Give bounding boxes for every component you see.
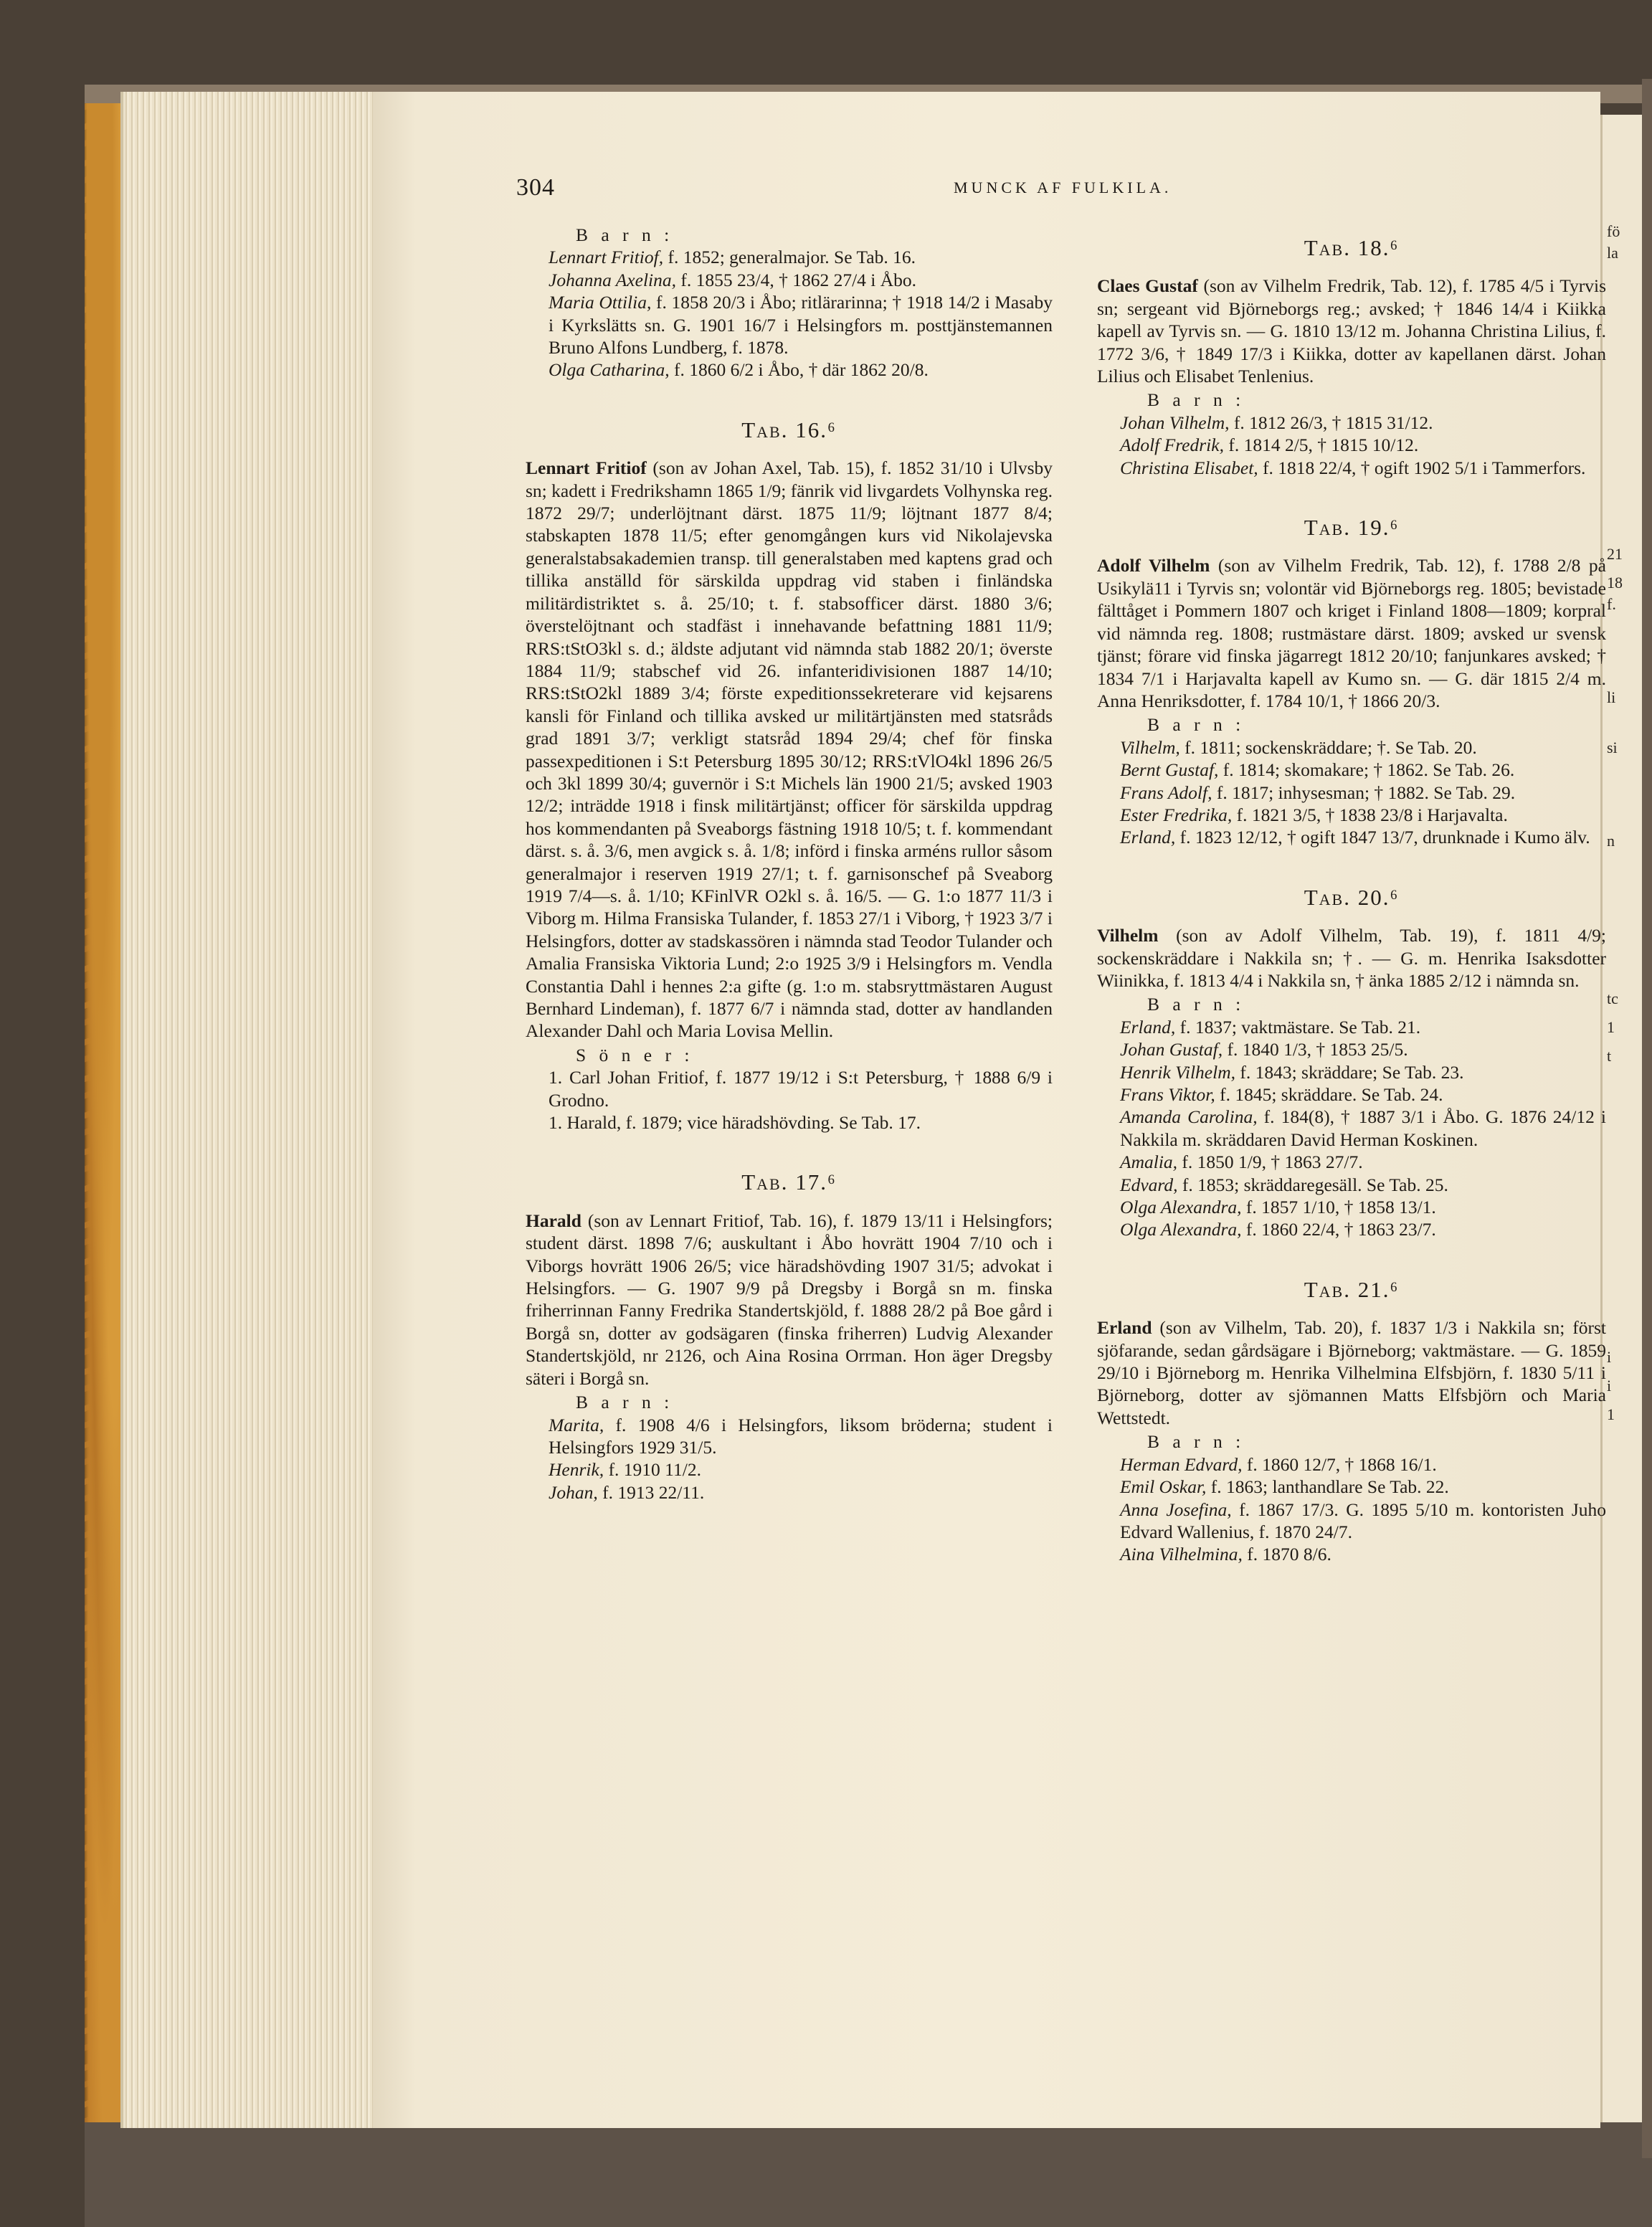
entry-text: (son av Vilhelm Fredrik, Tab. 12), f. 1785 4/5 i Tyrvis sn; sergeant vid Björneborgs reg.; avsked; † 1846 14/4 i Kiikka kapell av Tyrvis sn. — G. 1810 13/12 m. Johanna Christina Lilius, f. 1772 3/6, † 1849 17/3 i Kiikka, dotter av kapellanen därst. Johan Lilius och Elisabet Tenlenius.: [1097, 275, 1606, 387]
facing-page-fragment: i: [1607, 1348, 1612, 1366]
facing-page-fragment: i: [1607, 1377, 1612, 1395]
entry-text: f. 1867 17/3. G. 1895 5/10 m. kontoristen Juho Edvard Wallenius, f. 1870 24/7.: [1120, 1499, 1606, 1542]
genealogy-entry: [526, 1414, 1053, 1459]
person-name: Vilhelm: [1097, 925, 1159, 946]
running-head: MUNCK AF FULKILA.: [954, 179, 1172, 196]
children-heading: B a r n :: [1147, 714, 1245, 736]
children-heading: B a r n :: [576, 224, 674, 245]
entry-text: f. 1908 4/6 i Helsingfors, liksom bröderna; student i Helsingfors 1929 31/5.: [549, 1414, 1053, 1458]
entry-text: f. 1910 11/2.: [604, 1459, 701, 1481]
entry-text: f. 1913 22/11.: [597, 1481, 705, 1503]
person-name: Aina Vilhelmina,: [1120, 1544, 1243, 1565]
person-name: Olga Catharina,: [549, 359, 670, 381]
book-bottom-edge: [85, 2122, 1652, 2227]
genealogy-entry: [1097, 275, 1606, 387]
person-name: Bernt Gustaf,: [1120, 759, 1219, 781]
book-binding-right: [1642, 79, 1652, 2158]
person-name: Marita,: [549, 1414, 604, 1435]
genealogy-entry: [1097, 1543, 1606, 1565]
entry-text: f. 1853; skräddaregesäll. Se Tab. 25.: [1177, 1174, 1448, 1195]
genealogy-entry: [1097, 1316, 1606, 1429]
facing-page-fragment: 18: [1607, 574, 1623, 592]
genealogy-entry: [1097, 434, 1606, 456]
genealogy-entry: [526, 1111, 1053, 1134]
person-name: Adolf Fredrik,: [1120, 435, 1224, 456]
person-name: Edvard,: [1120, 1174, 1178, 1195]
entry-text: f. 1863; lanthandlare Se Tab. 22.: [1206, 1476, 1449, 1498]
genealogy-entry: [1097, 1174, 1606, 1196]
person-name: Erland: [1097, 1317, 1152, 1339]
entry-text: f. 1860 6/2 i Åbo, † där 1862 20/8.: [669, 359, 929, 381]
person-name: Vilhelm,: [1120, 736, 1180, 758]
entry-text: f. 1811; sockenskräddare; †. Se Tab. 20.: [1179, 736, 1477, 758]
entry-text: f. 1852; generalmajor. Se Tab. 16.: [663, 247, 916, 268]
person-name: Maria Ottilia,: [549, 292, 652, 313]
children-heading: B a r n :: [1147, 389, 1245, 411]
table-heading: Tab. 16.⁶: [741, 417, 837, 442]
entry-text: f. 1823 12/12, † ogift 1847 13/7, drunknade i Kumo älv.: [1175, 827, 1590, 848]
table-heading: Tab. 21.⁶: [1304, 1276, 1400, 1302]
genealogy-entry: [1097, 782, 1606, 804]
genealogy-entry: [1097, 1151, 1606, 1173]
person-name: Johan Vilhelm,: [1120, 412, 1230, 433]
person-name: Henrik Vilhelm,: [1120, 1061, 1235, 1083]
genealogy-entry: [526, 1210, 1053, 1390]
entry-text: f. 184(8), † 1887 3/1 i Åbo. G. 1876 24/12 i Nakkila m. skräddaren David Herman Koskinen.: [1120, 1106, 1606, 1150]
person-name: Erland,: [1120, 1016, 1176, 1037]
facing-page-fragment: tc: [1607, 989, 1618, 1007]
table-heading: Tab. 20.⁶: [1304, 884, 1400, 910]
genealogy-entry: [526, 1481, 1053, 1504]
genealogy-entry: [1097, 826, 1606, 848]
genealogy-entry: [526, 246, 1053, 268]
right-column: [1097, 237, 1606, 1566]
person-name: Frans Viktor,: [1120, 1084, 1215, 1105]
person-name: Anna Josefina,: [1120, 1499, 1232, 1520]
entry-text: f. 1814 2/5, † 1815 10/12.: [1223, 435, 1419, 456]
person-name: Ester Fredrika,: [1120, 804, 1233, 825]
genealogy-entry: [1097, 736, 1606, 759]
left-column: [526, 222, 1053, 1504]
person-name: Herman Edvard,: [1120, 1453, 1243, 1475]
person-name: Harald: [526, 1210, 581, 1231]
genealogy-entry: [1097, 1106, 1606, 1151]
facing-page-fragment: 1: [1607, 1018, 1615, 1036]
entry-text: (son av Vilhelm Fredrik, Tab. 12), f. 1788 2/8 på Usikylä11 i Tyrvis sn; volontär vid Björneborgs reg. 1805; bevistade fälttåget i Pommern 1807 och kriget i Finland 1808—1809; korpral vid nämnda reg. 1808; rustmästare därst. 1809; avsked ur svensk tjänst; förare vid finska jägarregt 1812 20/10; fanjunkares avsked; † 1834 7/1 i Harjavalta kapell av Kumo sn. — G. där 1815 2/4 m. Anna Henriksdotter, f. 1784 10/1, † 1866 20/3.: [1097, 555, 1606, 711]
person-name: Johan Gustaf,: [1120, 1039, 1223, 1060]
genealogy-entry: [1097, 924, 1606, 992]
person-name: Frans Adolf,: [1120, 782, 1212, 803]
children-heading: B a r n :: [1147, 994, 1245, 1015]
person-name: Johanna Axelina,: [549, 269, 676, 290]
person-name: Olga Alexandra,: [1120, 1197, 1242, 1218]
facing-page-fragment: la: [1607, 244, 1618, 262]
genealogy-entry: [1097, 554, 1606, 712]
entry-text: f. 1817; inhysesman; † 1882. Se Tab. 29.: [1212, 782, 1516, 803]
genealogy-entry: [1097, 1196, 1606, 1218]
person-name: Emil Oskar,: [1120, 1476, 1207, 1498]
genealogy-entry: [1097, 412, 1606, 434]
entry-text: 1. Harald, f. 1879; vice häradshövding. Se Tab. 17.: [549, 1112, 921, 1134]
table-heading: Tab. 18.⁶: [1304, 235, 1400, 260]
person-name: Lennart Fritiof,: [549, 247, 664, 268]
genealogy-entry: [526, 269, 1053, 291]
page-header: [516, 174, 1413, 203]
page-number: 304: [516, 174, 555, 201]
entry-text: f. 1845; skräddare. Se Tab. 24.: [1215, 1084, 1443, 1105]
entry-text: f. 1860 22/4, † 1863 23/7.: [1241, 1219, 1436, 1240]
person-name: Amalia,: [1120, 1152, 1178, 1173]
genealogy-entry: [1097, 1016, 1606, 1038]
table-heading: Tab. 17.⁶: [741, 1169, 837, 1195]
facing-page-fragment: si: [1607, 739, 1618, 756]
person-name: Olga Alexandra,: [1120, 1219, 1242, 1240]
genealogy-entry: [526, 1066, 1053, 1111]
person-name: Erland,: [1120, 827, 1176, 848]
facing-page-fragment: t: [1607, 1047, 1612, 1065]
entry-text: f. 1870 8/6.: [1242, 1544, 1331, 1565]
genealogy-entry: [1097, 1038, 1606, 1060]
genealogy-entry: [1097, 1499, 1606, 1544]
entry-text: f. 1850 1/9, † 1863 27/7.: [1177, 1152, 1363, 1173]
entry-text: f. 1858 20/3 i Åbo; ritlärarinna; † 1918 14/2 i Masaby i Kyrkslätts sn. G. 1901 16/7 i Helsingfors m. posttjänstemannen Bruno Alfons Lundberg, f. 1878.: [549, 292, 1053, 358]
genealogy-entry: [1097, 1453, 1606, 1476]
entry-text: 1. Carl Johan Fritiof, f. 1877 19/12 i S:t Petersburg, † 1888 6/9 i Grodno.: [549, 1067, 1053, 1111]
genealogy-entry: [1097, 1083, 1606, 1106]
entry-text: f. 1821 3/5, † 1838 23/8 i Harjavalta.: [1232, 804, 1508, 825]
facing-page-fragment: fö: [1607, 222, 1620, 240]
entry-text: f. 1814; skomakare; † 1862. Se Tab. 26.: [1218, 759, 1515, 781]
entry-text: (son av Vilhelm, Tab. 20), f. 1837 1/3 i Nakkila sn; först sjöfarande, sedan gårdsägare i Björneborg; vaktmästare. — G. 1859 29/10 i Björneborg m. Henrika Vilhelmina Elfsbjörn, f. 1830 5/11 i Björneborg, dotter av sjömannen Matts Elfsbjörn och Maria Wettstedt.: [1097, 1317, 1606, 1428]
person-name: Adolf Vilhelm: [1097, 555, 1210, 576]
children-heading: B a r n :: [1147, 1431, 1245, 1453]
genealogy-entry: [1097, 759, 1606, 781]
entry-text: f. 1855 23/4, † 1862 27/4 i Åbo.: [676, 269, 917, 290]
genealogy-entry: [526, 1458, 1053, 1481]
genealogy-entry: [1097, 457, 1606, 479]
table-heading: Tab. 19.⁶: [1304, 515, 1400, 541]
entry-text: (son av Adolf Vilhelm, Tab. 19), f. 1811 4/9; sockenskräddare i Nakkila sn; †. — G. m. Henrika Isaksdotter Wiinikka, f. 1813 4/4 i Nakkila sn, † änka 1885 2/12 i nämnda sn.: [1097, 925, 1606, 991]
entry-text: (son av Lennart Fritiof, Tab. 16), f. 1879 13/11 i Helsingfors; student därst. 1898 7/6; auskultant i Åbo hovrätt 1904 7/10 och i Viborgs hovrätt 1906 26/5; vice häradshövding 1907 31/5; advokat i Helsingfors. — G. 1907 9/9 på Dregsby i Borgå sn m. finska friherrinnan Fanny Fredrika Standertskjöld, f. 1888 28/2 på Boe gård i Borgå sn, dotter av godsägaren (finska friherren) Ludvig Alexander Standertskjöld, nr 2126, och Aina Rosina Orrman. Hon äger Dregsby säteri i Borgå sn.: [526, 1210, 1053, 1389]
facing-page-fragment: 21: [1607, 545, 1623, 563]
facing-page-fragment: f.: [1607, 595, 1616, 613]
entry-text: f. 1818 22/4, † ogift 1902 5/1 i Tammerfors.: [1258, 457, 1586, 478]
page-edges-stack: [120, 92, 410, 2128]
person-name: Lennart Fritiof: [526, 457, 647, 479]
facing-page-fragment: li: [1607, 688, 1616, 706]
entry-text: f. 1812 26/3, † 1815 31/12.: [1229, 412, 1433, 433]
children-heading: B a r n :: [576, 1392, 674, 1413]
person-name: Amanda Carolina,: [1120, 1106, 1258, 1128]
person-name: Henrik,: [549, 1459, 604, 1481]
entry-text: (son av Johan Axel, Tab. 15), f. 1852 31/10 i Ulvsby sn; kadett i Fredrikshamn 1865 1/9; fänrik vid livgardets Volhynska reg. 1872 29/7; underlöjtnant därst. 1875 11/9; löjtnant 1877 8/4; stabskapten 1878 11/5; efter genomgången kurs vid Nikolajevska generalstabsakademien transp. till generalstaben med kaptens grad och tillika anställd för särskilda uppdrag vid staben i finländska militärdistriktet s. å. 25/10; t. f. stabsofficer därst. 1880 3/6; överstelöjtnant och stadfäst i innehavande befattning 1881 11/9; RRS:tStO3kl s. d.; äldste adjutant vid nämnda stab 1882 20/1; överste 1884 11/9; stabschef vid 26. infanteridivisionen 1887 14/10; RRS:tStO2kl 1889 3/4; förste expeditionssekreterare vid kejsarens kansli för Finland och tillika avsked ur militärtjänsten med statsråds grad 1891 3/7; verkligt statsråd 1894 29/4; chef för finska passexpeditionen i S:t Petersburg 1895 30/12; RRS:tVlO4kl 1896 26/5 och 3kl 1899 30/4; guvernör i S:t Michels län 1900 21/5; avsked 1903 12/2; inträdde 1918 i finsk militärtjänst; officer för särskilda uppdrag hos kommendanten på Sveaborgs fästning 1918 10/5; t. f. kommendant därst. s. å. 3/6, men avgick s. å. 1/8; införd i finska arméns rullor såsom generalmajor i reserven 1919 27/1; t. f. garnisonschef på Sveaborg 1919 7/4—s. å. 1/10; KFinlVR O2kl s. å. 16/5. — G. 1:o 1877 11/3 i Viborg m. Hilma Fransiska Tulander, f. 1853 27/1 i Viborg, † 1923 3/7 i Helsingfors, dotter av stadskassören i nämnda stad Teodor Tulander och Amalia Fransiska Viktoria Lund; 2:o 1925 3/9 i Helsingfors m. Vendla Constantia Dahl i hennes 2:a gifte (g. 1:o m. stabsryttmästaren August Bernhard Lindeman), f. 1877 6/7 i nämnda stad, dotter av handlanden Alexander Dahl och Maria Lovisa Mellin.: [526, 457, 1053, 1042]
facing-page-fragment: n: [1607, 832, 1615, 850]
person-name: Johan,: [549, 1481, 598, 1503]
children-heading: S ö n e r :: [576, 1044, 694, 1065]
genealogy-entry: [1097, 1061, 1606, 1083]
genealogy-entry: [1097, 1218, 1606, 1240]
genealogy-entry: [526, 457, 1053, 1043]
genealogy-entry: [1097, 804, 1606, 826]
person-name: Claes Gustaf: [1097, 275, 1198, 297]
entry-text: f. 1843; skräddare; Se Tab. 23.: [1235, 1061, 1464, 1083]
entry-text: f. 1840 1/3, † 1853 25/5.: [1223, 1039, 1408, 1060]
facing-page-fragment: 1: [1607, 1405, 1615, 1423]
entry-text: f. 1857 1/10, † 1858 13/1.: [1241, 1197, 1436, 1218]
genealogy-entry: [526, 291, 1053, 358]
person-name: Christina Elisabet,: [1120, 457, 1258, 478]
entry-text: f. 1860 12/7, † 1868 16/1.: [1242, 1453, 1437, 1475]
entry-text: f. 1837; vaktmästare. Se Tab. 21.: [1175, 1016, 1421, 1037]
genealogy-entry: [1097, 1476, 1606, 1498]
genealogy-entry: [526, 358, 1053, 381]
